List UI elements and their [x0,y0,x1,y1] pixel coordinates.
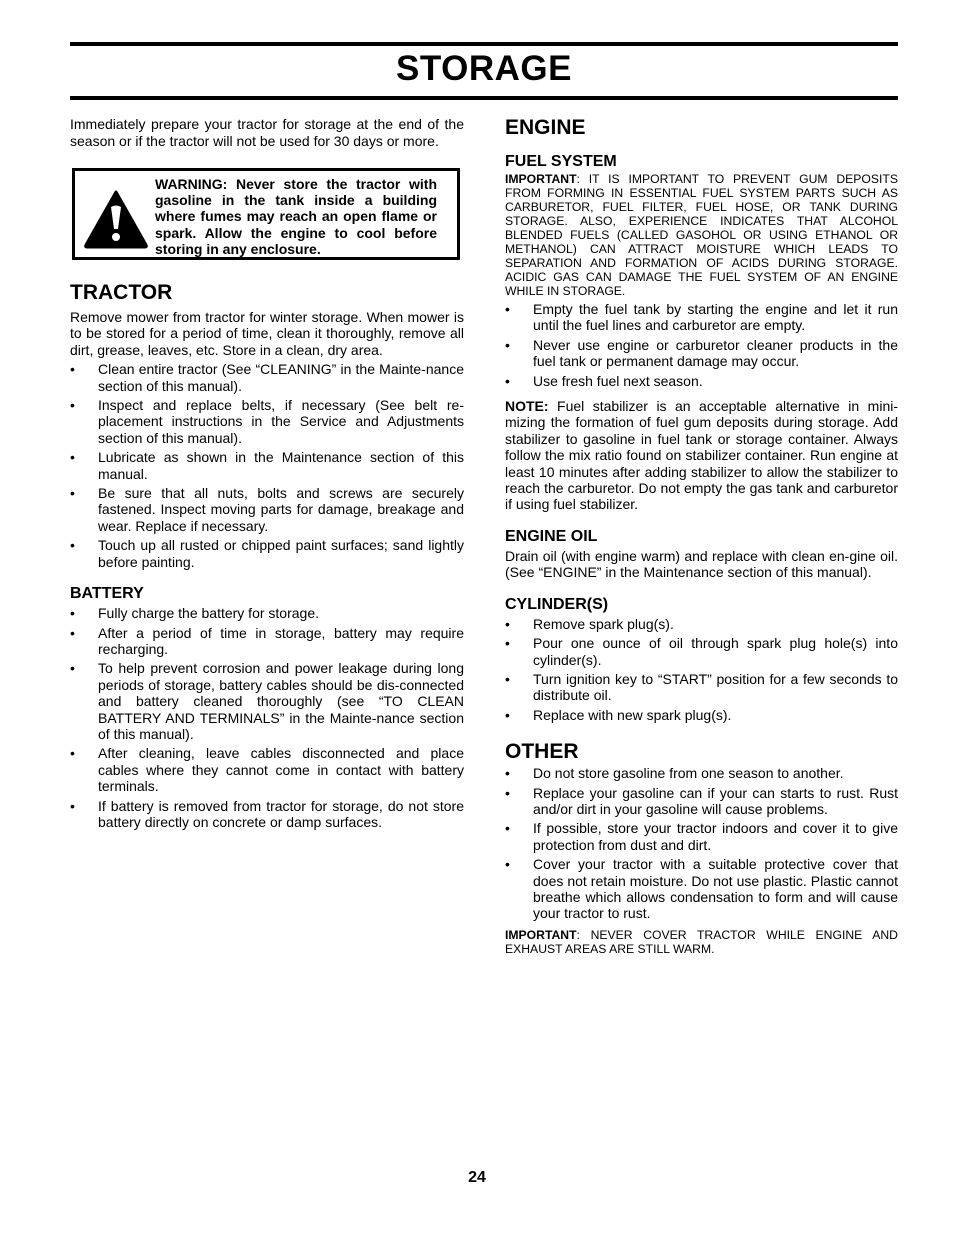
list-item: • To help prevent corrosion and power leakage during long periods of storage, battery cables should be dis-connected and battery cleaned thoroughly (see “TO CLEAN BATTERY AND TERMINALS” in the Mainte-nance section of this manual). [70,660,464,742]
warning-text: WARNING: Never store the tractor with gasoline in the tank inside a building where fumes may reach an open flame or spark. Allow the engine to cool before storing in any enclosure. [155,176,437,257]
intro-paragraph: Immediately prepare your tractor for storage at the end of the season or if the tractor will not be used for 30 days or more. [70,116,464,149]
engine-oil-paragraph: Drain oil (with engine warm) and replace with clean en-gine oil. (See “ENGINE” in the Maintenance section of this manual). [505,547,898,581]
list-item: • After a period of time in storage, battery may require recharging. [70,624,464,657]
tractor-bullet-list [70,361,464,570]
list-item: • Inspect and replace belts, if necessary (See belt re-placement instructions in the Service and Adjustments section of this manual). [70,397,464,446]
other-bullet-list [505,765,898,922]
list-item: • If possible, store your tractor indoors and cover it to give protection from dust and dirt. [505,820,898,853]
list-item: • Cover your tractor with a suitable protective cover that does not retain moisture. Do not use plastic. Plastic cannot breathe which allows condensation to form and will cause your tractor to rust. [505,856,898,922]
engine-heading: ENGINE [505,116,586,139]
other-important-paragraph: IMPORTANT: NEVER COVER TRACTOR WHILE ENGINE AND EXHAUST AREAS ARE STILL WARM. [505,927,898,956]
list-item: • Touch up all rusted or chipped paint surfaces; sand lightly before painting. [70,537,464,570]
tractor-heading: TRACTOR [70,281,173,304]
list-item: • Never use engine or carburetor cleaner products in the fuel tank or permanent damage may occur. [505,336,898,370]
fuel-bullet-list [505,301,898,389]
battery-heading: BATTERY [70,585,144,603]
engine-oil-heading: ENGINE OIL [505,527,598,545]
list-item: • If battery is removed from tractor for storage, do not store battery directly on concrete or damp surfaces. [70,797,464,830]
list-item: • Pour one ounce of oil through spark plug hole(s) into cylinder(s). [505,635,898,668]
warning-exclamation-icon [83,189,149,249]
battery-bullet-list [70,605,464,830]
list-item: • Remove spark plug(s). [505,615,674,632]
list-item: • Do not store gasoline from one season to another. [505,765,844,782]
right-column [505,116,898,956]
cylinders-bullet-list [505,616,898,723]
list-item: • Fully charge the battery for storage. [70,605,319,622]
list-item: • Replace your gasoline can if your can starts to rust. Rust and/or dirt in your gasoline will cause problems. [505,784,898,817]
list-item: • After cleaning, leave cables disconnected and place cables where they cannot come in contact with battery terminals. [70,745,464,795]
fuel-system-heading: FUEL SYSTEM [505,153,617,170]
page-number: 24 [468,1169,486,1186]
list-item: • Turn ignition key to “START” position for a few seconds to distribute oil. [505,670,898,704]
list-item: • Empty the fuel tank by starting the engine and let it run until the fuel lines and carburetor are empty. [505,301,898,334]
top-rule [70,42,898,46]
list-item: • Replace with new spark plug(s). [505,706,732,723]
list-item: • Use fresh fuel next season. [505,372,703,389]
cylinders-heading: CYLINDER(S) [505,595,609,613]
title-underline-rule [70,96,898,100]
tractor-paragraph: Remove mower from tractor for winter storage. When mower is to be stored for a period of time, clean it thoroughly, remove all dirt, grease, leaves, etc. Store in a clean, dry area. [70,309,464,358]
list-item: • Be sure that all nuts, bolts and screws are securely fastened. Inspect moving parts for damage, breakage and wear. Replace if necessary. [70,485,464,534]
fuel-note-paragraph: NOTE: Fuel stabilizer is an acceptable alternative in mini-mizing the formation of fuel gum deposits during storage. Add stabilizer to gasoline in fuel tank or storage container. Always follow the mix ratio found on stabilizer container. Run engine at least 10 minutes after adding stabilizer to allow the stabilizer to reach the carburetor. Do not empty the gas tank and carburetor if using fuel stabilizer. [505,398,898,513]
warning-box [72,168,460,260]
page-title: STORAGE [396,49,572,88]
other-heading: OTHER [505,740,579,764]
left-column [70,116,464,833]
list-item: • Clean entire tractor (See “CLEANING” in the Mainte-nance section of this manual). [70,361,464,394]
list-item: • Lubricate as shown in the Maintenance section of this manual. [70,449,464,482]
fuel-important-paragraph: IMPORTANT: IT IS IMPORTANT TO PREVENT GUM DEPOSITS FROM FORMING IN ESSENTIAL FUEL SYSTEM PARTS SUCH AS CARBURETOR, FUEL FILTER, FUEL HOSE, OR TANK DURING STORAGE. ALSO, EXPERIENCE INDICATES THAT ALCOHOL BLENDED FUELS (CALLED GASOHOL OR USING ETHANOL OR METHANOL) CAN ATTRACT MOISTURE WHICH LEADS TO SEPARATION AND FORMATION OF ACIDS DURING STORAGE. ACIDIC GAS CAN DAMAGE THE FUEL SYSTEM OF AN ENGINE WHILE IN STORAGE. [505,172,898,298]
